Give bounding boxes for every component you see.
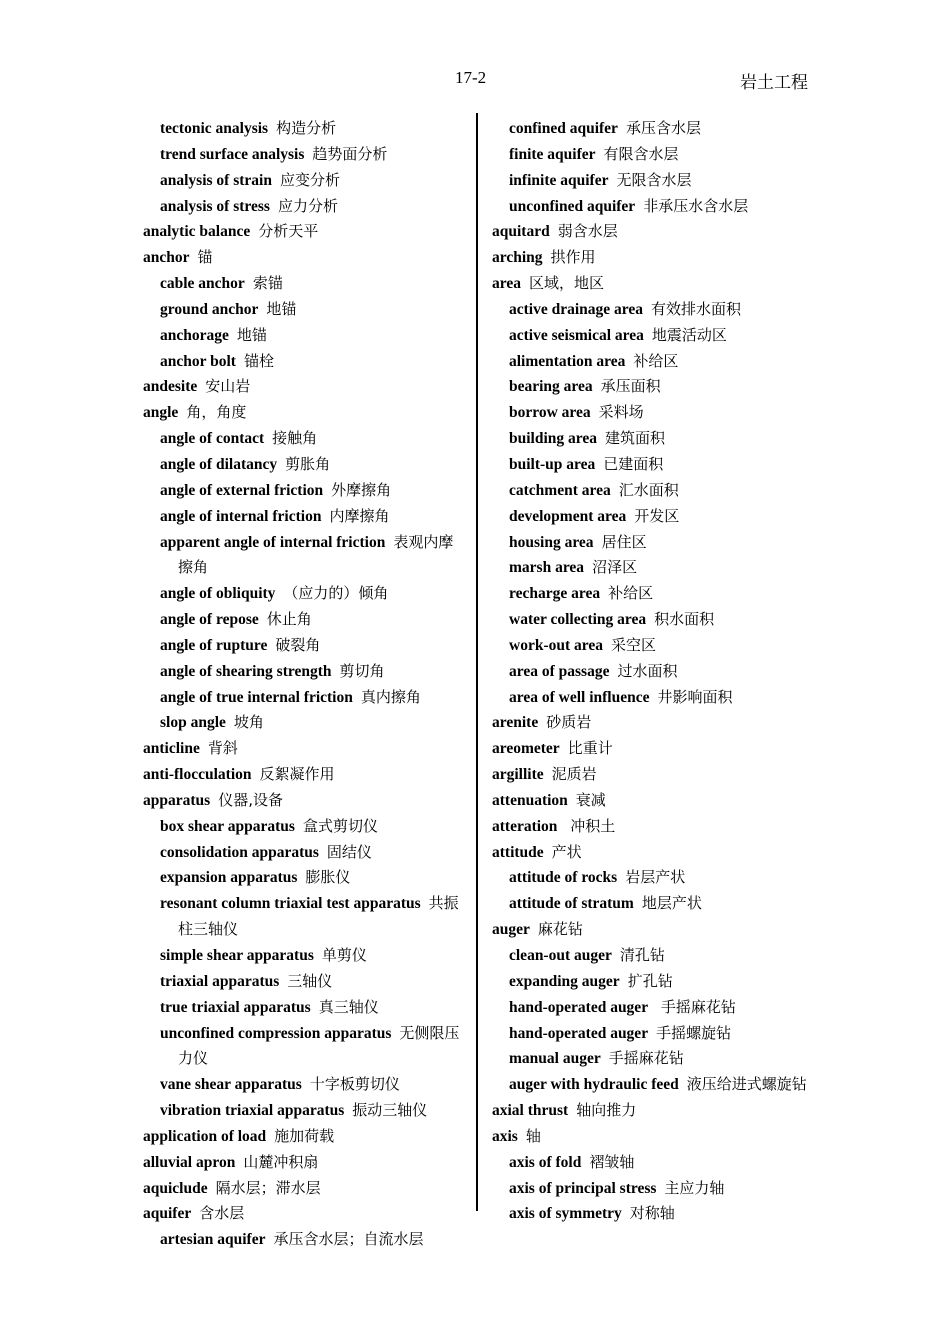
entry-translation: 轴向推力 bbox=[576, 1101, 637, 1120]
entry-translation: 角，角度 bbox=[186, 403, 247, 422]
glossary-entry bbox=[143, 271, 463, 297]
entry-term: apparent angle of internal friction bbox=[160, 533, 386, 551]
entry-translation: 构造分析 bbox=[276, 119, 337, 137]
glossary-entry bbox=[492, 943, 812, 969]
entry-translation: 泥质岩 bbox=[551, 765, 597, 784]
glossary-entry bbox=[492, 891, 812, 917]
entry-translation: 主应力轴 bbox=[664, 1178, 725, 1197]
glossary-entry bbox=[492, 1046, 812, 1072]
entry-term: unconfined aquifer bbox=[509, 197, 636, 215]
entry-term: area of passage bbox=[509, 662, 610, 680]
entry-term: angle of repose bbox=[160, 611, 259, 629]
entry-term: built-up area bbox=[509, 455, 596, 473]
glossary-entry bbox=[492, 142, 812, 168]
entry-translation: 比重计 bbox=[567, 739, 613, 758]
entry-translation: 坡角 bbox=[233, 713, 264, 732]
entry-term: active seismical area bbox=[509, 326, 644, 344]
glossary-entry bbox=[143, 581, 463, 607]
entry-term: auger with hydraulic feed bbox=[509, 1076, 679, 1094]
glossary-entry bbox=[143, 995, 463, 1021]
entry-translation: （应力的）倾角 bbox=[283, 584, 389, 603]
entry-translation: 背斜 bbox=[207, 739, 238, 758]
entry-translation: 施加荷载 bbox=[274, 1126, 335, 1145]
entry-translation: 仪器,设备 bbox=[218, 790, 283, 809]
glossary-entry bbox=[143, 736, 463, 762]
entry-term: aquitard bbox=[492, 223, 550, 241]
glossary-entry bbox=[492, 762, 812, 788]
glossary-entry bbox=[492, 426, 812, 452]
glossary-entry bbox=[492, 814, 812, 840]
left-column bbox=[143, 116, 463, 1253]
entry-term: cable anchor bbox=[160, 275, 245, 293]
entry-translation: 补给区 bbox=[633, 351, 679, 370]
glossary-entry bbox=[492, 400, 812, 426]
glossary-entry bbox=[143, 530, 463, 582]
entry-term: angle of rupture bbox=[160, 636, 268, 654]
entry-term: expanding auger bbox=[509, 972, 620, 990]
glossary-entry bbox=[492, 710, 812, 736]
glossary-entry bbox=[492, 659, 812, 685]
glossary-entry bbox=[492, 1150, 812, 1176]
entry-term: angle of obliquity bbox=[160, 585, 276, 603]
entry-term: arching bbox=[492, 249, 543, 267]
entry-term: area of well influence bbox=[509, 688, 650, 706]
entry-translation: 剪切角 bbox=[339, 661, 385, 680]
glossary-entry bbox=[492, 219, 812, 245]
entry-term: catchment area bbox=[509, 481, 611, 499]
glossary-entry bbox=[492, 865, 812, 891]
glossary-entry bbox=[143, 142, 463, 168]
entry-term: angle of internal friction bbox=[160, 507, 322, 525]
entry-term: marsh area bbox=[509, 559, 585, 577]
glossary-entry bbox=[143, 400, 463, 426]
entry-translation: 手摇麻花钻 bbox=[656, 997, 736, 1016]
entry-term: simple shear apparatus bbox=[160, 947, 314, 964]
entry-term: recharge area bbox=[509, 585, 601, 603]
glossary-entry bbox=[143, 865, 463, 891]
entry-translation: 扩孔钻 bbox=[627, 971, 673, 990]
entry-translation: 过水面积 bbox=[617, 661, 678, 680]
entry-translation: 地锚 bbox=[236, 325, 267, 344]
glossary-entry bbox=[143, 685, 463, 711]
glossary-entry bbox=[492, 168, 812, 194]
glossary-entry bbox=[143, 1176, 463, 1202]
entry-translation: 补给区 bbox=[608, 584, 654, 603]
entry-term: attitude of stratum bbox=[509, 895, 634, 913]
glossary-entry bbox=[492, 917, 812, 943]
glossary-entry bbox=[143, 1150, 463, 1176]
glossary-entry bbox=[492, 297, 812, 323]
entry-term: unconfined compression apparatus bbox=[160, 1024, 392, 1042]
entry-translation: 液压给进式螺旋钻 bbox=[686, 1075, 807, 1094]
entry-term: auger bbox=[492, 921, 530, 939]
entry-translation: 真内擦角 bbox=[360, 687, 421, 706]
right-column bbox=[492, 116, 812, 1227]
entry-translation: 真三轴仪 bbox=[318, 997, 379, 1016]
entry-translation: 索锚 bbox=[252, 274, 283, 293]
entry-term: atteration bbox=[492, 817, 558, 835]
entry-term: expansion apparatus bbox=[160, 869, 298, 887]
entry-term: anchor bolt bbox=[160, 352, 236, 370]
entry-term: borrow area bbox=[509, 404, 591, 422]
entry-translation: 地锚 bbox=[266, 299, 297, 318]
entry-translation: 固结仪 bbox=[326, 842, 372, 861]
entry-term: alimentation area bbox=[509, 352, 626, 370]
entry-translation: 麻花钻 bbox=[537, 920, 583, 939]
glossary-entry bbox=[492, 349, 812, 375]
glossary-entry bbox=[492, 685, 812, 711]
entry-translation: 应变分析 bbox=[279, 170, 340, 189]
entry-term: attitude of rocks bbox=[509, 869, 618, 887]
entry-term: box shear apparatus bbox=[160, 817, 295, 835]
glossary-entry bbox=[492, 995, 812, 1021]
entry-translation: 砂质岩 bbox=[546, 713, 592, 732]
entry-term: apparatus bbox=[143, 791, 211, 809]
entry-term: axis of symmetry bbox=[509, 1205, 622, 1223]
entry-translation: 内摩擦角 bbox=[329, 506, 390, 525]
entry-term: vane shear apparatus bbox=[160, 1076, 302, 1094]
glossary-entry bbox=[143, 788, 463, 814]
entry-translation: 采空区 bbox=[611, 635, 657, 654]
glossary-entry bbox=[143, 943, 463, 969]
glossary-entry bbox=[143, 116, 463, 142]
entry-term: angle of true internal friction bbox=[160, 688, 353, 706]
glossary-entry bbox=[143, 710, 463, 736]
entry-term: alluvial apron bbox=[143, 1153, 236, 1171]
glossary-entry bbox=[143, 194, 463, 220]
entry-translation: 剪胀角 bbox=[285, 454, 331, 473]
entry-translation: 有效排水面积 bbox=[651, 299, 742, 318]
entry-term: anchorage bbox=[160, 326, 229, 344]
entry-term: application of load bbox=[143, 1127, 267, 1145]
entry-translation: 膨胀仪 bbox=[305, 868, 351, 887]
glossary-entry bbox=[492, 1124, 812, 1150]
entry-translation: 对称轴 bbox=[629, 1204, 675, 1223]
entry-translation: 承压含水层 bbox=[625, 119, 701, 137]
glossary-entry bbox=[492, 1176, 812, 1202]
entry-term: axis of principal stress bbox=[509, 1179, 657, 1197]
glossary-entry bbox=[143, 1098, 463, 1124]
glossary-entry bbox=[143, 659, 463, 685]
entry-translation: 汇水面积 bbox=[618, 480, 679, 499]
entry-translation: 隔水层；滞水层 bbox=[215, 1178, 321, 1197]
glossary-entry bbox=[492, 1072, 812, 1098]
running-head: 岩土工程 bbox=[740, 73, 808, 92]
entry-translation: 无侧限压力仪 bbox=[178, 1023, 460, 1068]
entry-translation: 积水面积 bbox=[654, 610, 715, 629]
entry-translation: 应力分析 bbox=[277, 196, 338, 215]
glossary-entry bbox=[492, 633, 812, 659]
entry-term: tectonic analysis bbox=[160, 120, 269, 137]
glossary-entry bbox=[492, 504, 812, 530]
entry-term: consolidation apparatus bbox=[160, 843, 319, 861]
entry-translation: 十字板剪切仪 bbox=[309, 1075, 400, 1094]
entry-term: development area bbox=[509, 507, 627, 525]
entry-term: artesian aquifer bbox=[160, 1231, 266, 1249]
page-number: 17-2 bbox=[455, 68, 487, 87]
entry-term: axial thrust bbox=[492, 1102, 569, 1120]
entry-translation: 建筑面积 bbox=[605, 429, 666, 448]
entry-translation: 开发区 bbox=[634, 506, 680, 525]
glossary-entry bbox=[143, 168, 463, 194]
entry-term: clean-out auger bbox=[509, 947, 612, 964]
glossary-entry bbox=[492, 116, 812, 142]
glossary-entry bbox=[492, 323, 812, 349]
entry-translation: 共振柱三轴仪 bbox=[178, 894, 459, 939]
entry-term: area bbox=[492, 275, 521, 293]
entry-translation: 无限含水层 bbox=[616, 170, 692, 189]
entry-term: anti-flocculation bbox=[143, 766, 252, 784]
entry-translation: 含水层 bbox=[199, 1204, 245, 1223]
glossary-entry bbox=[492, 969, 812, 995]
entry-translation: 手摇麻花钻 bbox=[608, 1049, 684, 1068]
entry-translation: 产状 bbox=[551, 842, 582, 861]
glossary-entry bbox=[143, 504, 463, 530]
entry-translation: 区域，地区 bbox=[528, 274, 604, 293]
entry-translation: 分析天平 bbox=[258, 222, 319, 241]
entry-translation: 井影响面积 bbox=[657, 687, 733, 706]
entry-term: angle of dilatancy bbox=[160, 455, 278, 473]
glossary-entry bbox=[143, 349, 463, 375]
glossary-entry bbox=[492, 374, 812, 400]
entry-term: finite aquifer bbox=[509, 145, 596, 163]
entry-term: hand-operated auger bbox=[509, 1024, 649, 1042]
entry-term: attitude bbox=[492, 843, 544, 861]
entry-translation: 破裂角 bbox=[275, 635, 321, 654]
glossary-entry bbox=[143, 478, 463, 504]
entry-term: angle of shearing strength bbox=[160, 662, 332, 680]
entry-translation: 山麓冲积扇 bbox=[243, 1152, 319, 1171]
glossary-entry bbox=[143, 452, 463, 478]
glossary-entry bbox=[492, 788, 812, 814]
glossary-entry bbox=[143, 1072, 463, 1098]
entry-translation: 采料场 bbox=[598, 403, 644, 422]
entry-term: triaxial apparatus bbox=[160, 972, 280, 990]
glossary-entry bbox=[143, 219, 463, 245]
glossary-entry bbox=[492, 581, 812, 607]
entry-term: aquifer bbox=[143, 1205, 192, 1223]
entry-term: arenite bbox=[492, 714, 539, 732]
entry-translation: 承压含水层；自流水层 bbox=[273, 1230, 424, 1249]
entry-term: anchor bbox=[143, 249, 190, 267]
entry-term: analysis of stress bbox=[160, 197, 270, 215]
entry-translation: 手摇螺旋钻 bbox=[656, 1023, 732, 1042]
entry-translation: 地层产状 bbox=[641, 894, 702, 913]
entry-term: andesite bbox=[143, 378, 198, 396]
entry-translation: 外摩擦角 bbox=[331, 480, 392, 499]
entry-translation: 休止角 bbox=[266, 610, 312, 629]
glossary-entry bbox=[492, 607, 812, 633]
entry-translation: 表观内摩擦角 bbox=[178, 532, 454, 577]
entry-translation: 趋势面分析 bbox=[312, 144, 388, 163]
glossary-entry bbox=[492, 1021, 812, 1047]
glossary-entry bbox=[492, 245, 812, 271]
glossary-entry bbox=[492, 1098, 812, 1124]
entry-translation: 非承压水含水层 bbox=[643, 196, 749, 215]
entry-translation: 盒式剪切仪 bbox=[302, 816, 378, 835]
entry-translation: 褶皱轴 bbox=[589, 1152, 635, 1171]
column-divider bbox=[476, 113, 478, 1211]
entry-term: areometer bbox=[492, 740, 560, 758]
entry-term: resonant column triaxial test apparatus bbox=[160, 895, 421, 913]
entry-translation: 反絮凝作用 bbox=[259, 765, 335, 784]
entry-translation: 已建面积 bbox=[603, 454, 664, 473]
entry-translation: 居住区 bbox=[601, 532, 647, 551]
entry-term: hand-operated auger bbox=[509, 998, 649, 1016]
entry-translation: 轴 bbox=[525, 1126, 541, 1145]
glossary-entry bbox=[492, 452, 812, 478]
glossary-entry bbox=[143, 814, 463, 840]
entry-translation: 弱含水层 bbox=[557, 222, 618, 241]
entry-term: ground anchor bbox=[160, 300, 259, 318]
entry-translation: 接触角 bbox=[272, 429, 318, 448]
glossary-entry bbox=[143, 762, 463, 788]
entry-term: active drainage area bbox=[509, 300, 644, 318]
glossary-entry bbox=[143, 297, 463, 323]
entry-term: analytic balance bbox=[143, 223, 251, 241]
glossary-entry bbox=[143, 426, 463, 452]
entry-translation: 单剪仪 bbox=[321, 946, 367, 964]
glossary-entry bbox=[143, 840, 463, 866]
glossary-entry bbox=[143, 1021, 463, 1073]
entry-translation: 清孔钻 bbox=[619, 946, 665, 964]
glossary-entry bbox=[143, 374, 463, 400]
glossary-entry bbox=[143, 323, 463, 349]
entry-translation: 冲积土 bbox=[565, 816, 616, 835]
entry-term: infinite aquifer bbox=[509, 171, 609, 189]
entry-translation: 沼泽区 bbox=[592, 558, 638, 577]
entry-translation: 安山岩 bbox=[205, 377, 251, 396]
glossary-entry bbox=[492, 271, 812, 297]
entry-term: angle of external friction bbox=[160, 481, 324, 499]
entry-term: anticline bbox=[143, 740, 200, 758]
entry-translation: 岩层产状 bbox=[625, 868, 686, 887]
entry-term: argillite bbox=[492, 766, 544, 784]
glossary-entry bbox=[143, 1227, 463, 1253]
entry-translation: 锚 bbox=[197, 248, 213, 267]
glossary-entry bbox=[143, 1201, 463, 1227]
entry-term: analysis of strain bbox=[160, 171, 272, 189]
entry-translation: 有限含水层 bbox=[603, 144, 679, 163]
entry-term: angle of contact bbox=[160, 430, 265, 448]
entry-translation: 承压面积 bbox=[600, 377, 661, 396]
glossary-entry bbox=[492, 555, 812, 581]
entry-translation: 振动三轴仪 bbox=[352, 1101, 428, 1120]
entry-term: vibration triaxial apparatus bbox=[160, 1102, 345, 1120]
entry-term: axis bbox=[492, 1127, 518, 1145]
entry-translation: 拱作用 bbox=[550, 248, 596, 267]
entry-translation: 衰减 bbox=[575, 790, 606, 809]
entry-term: true triaxial apparatus bbox=[160, 998, 311, 1016]
entry-translation: 锚栓 bbox=[243, 351, 274, 370]
entry-term: manual auger bbox=[509, 1050, 601, 1068]
entry-term: housing area bbox=[509, 533, 594, 551]
glossary-entry bbox=[143, 969, 463, 995]
entry-term: axis of fold bbox=[509, 1153, 582, 1171]
entry-term: bearing area bbox=[509, 378, 593, 396]
entry-term: angle bbox=[143, 404, 179, 422]
entry-term: trend surface analysis bbox=[160, 145, 305, 163]
entry-term: attenuation bbox=[492, 791, 568, 809]
glossary-entry bbox=[492, 1201, 812, 1227]
entry-term: slop angle bbox=[160, 714, 226, 732]
entry-term: building area bbox=[509, 430, 598, 448]
glossary-entry bbox=[492, 530, 812, 556]
entry-term: water collecting area bbox=[509, 611, 647, 629]
entry-term: work-out area bbox=[509, 636, 603, 654]
entry-term: aquiclude bbox=[143, 1179, 208, 1197]
entry-translation: 地震活动区 bbox=[651, 325, 727, 344]
glossary-entry bbox=[492, 840, 812, 866]
glossary-entry bbox=[143, 607, 463, 633]
glossary-entry bbox=[492, 194, 812, 220]
glossary-entry bbox=[143, 1124, 463, 1150]
glossary-entry bbox=[143, 633, 463, 659]
entry-translation: 三轴仪 bbox=[287, 971, 333, 990]
glossary-entry bbox=[143, 891, 463, 943]
glossary-entry bbox=[492, 478, 812, 504]
entry-term: confined aquifer bbox=[509, 120, 618, 137]
glossary-entry bbox=[492, 736, 812, 762]
glossary-entry bbox=[143, 245, 463, 271]
